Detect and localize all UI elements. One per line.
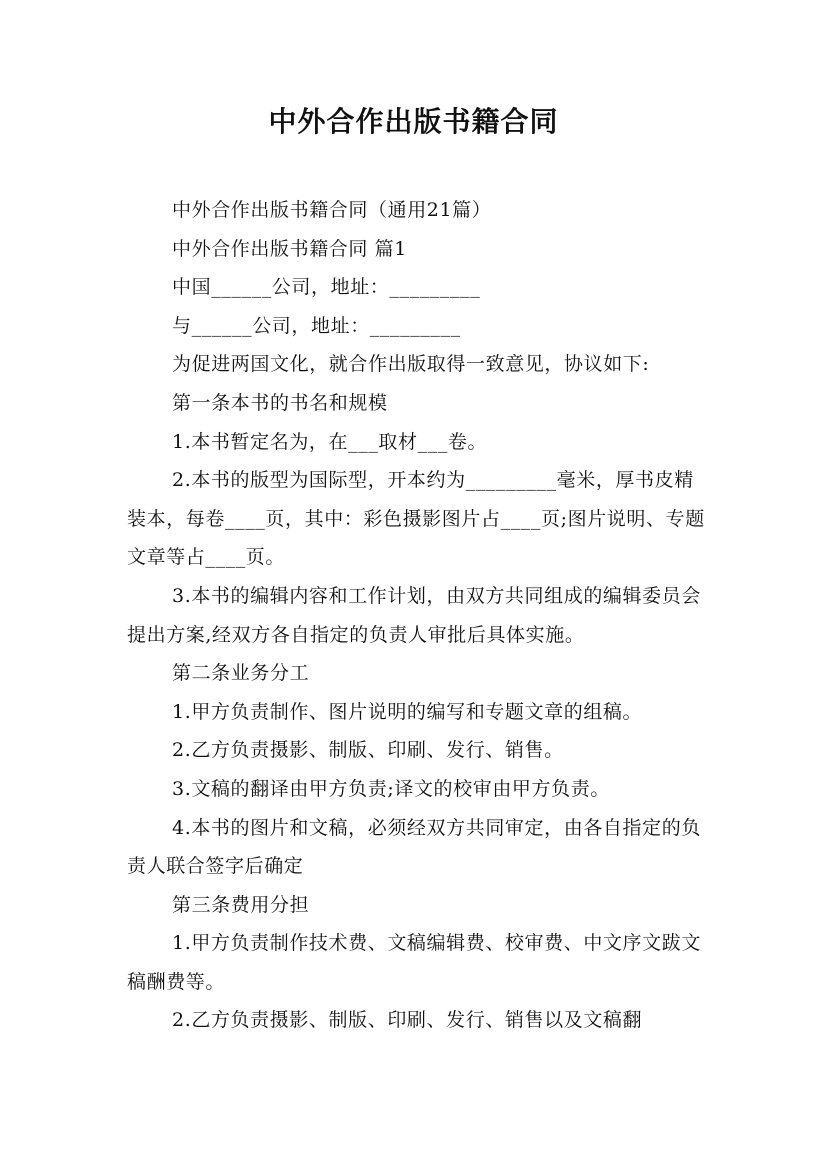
paragraph: 3.文稿的翻译由甲方负责;译文的校审由甲方负责。	[172, 777, 610, 800]
paragraph: 中外合作出版书籍合同 篇1	[172, 237, 407, 260]
paragraph: 第三条费用分担	[172, 893, 310, 916]
paragraph: 2.乙方负责摄影、制版、印刷、发行、销售。	[172, 739, 564, 762]
paragraph: 2.乙方负责摄影、制版、印刷、发行、销售以及文稿翻	[172, 1009, 643, 1032]
paragraph: 第一条本书的书名和规模	[172, 391, 388, 414]
paragraph: 1.甲方负责制作、图片说明的编写和专题文章的组稿。	[172, 700, 643, 723]
paragraph: 第二条业务分工	[172, 662, 310, 685]
paragraph: 3.本书的编辑内容和工作计划，由双方共同组成的编辑委员会提出方案,经双方各自指定的负责人审批后具体实施。	[127, 584, 701, 646]
document-body	[127, 191, 713, 1040]
paragraph: 与______公司，地址：_________	[172, 314, 461, 337]
document-title: 中外合作出版书籍合同	[268, 105, 559, 138]
paragraph: 1.本书暂定名为，在___取材___卷。	[172, 430, 488, 453]
paragraph: 中外合作出版书籍合同（通用21篇）	[172, 199, 492, 221]
paragraph: 1.甲方负责制作技术费、文稿编辑费、校审费、中文序文跋文稿酬费等。	[127, 932, 701, 993]
paragraph: 4.本书的图片和文稿，必须经双方共同审定，由各自指定的负责人联合签字后确定	[127, 816, 701, 878]
paragraph: 2.本书的版型为国际型，开本约为_________毫米，厚书皮精装本，每卷____页，其中：彩色摄影图片占____页;图片说明、专题文章等占____页。	[127, 469, 705, 569]
paragraph: 为促进两国文化，就合作出版取得一致意见，协议如下:	[172, 353, 650, 376]
paragraph: 中国______公司，地址：_________	[172, 276, 481, 299]
